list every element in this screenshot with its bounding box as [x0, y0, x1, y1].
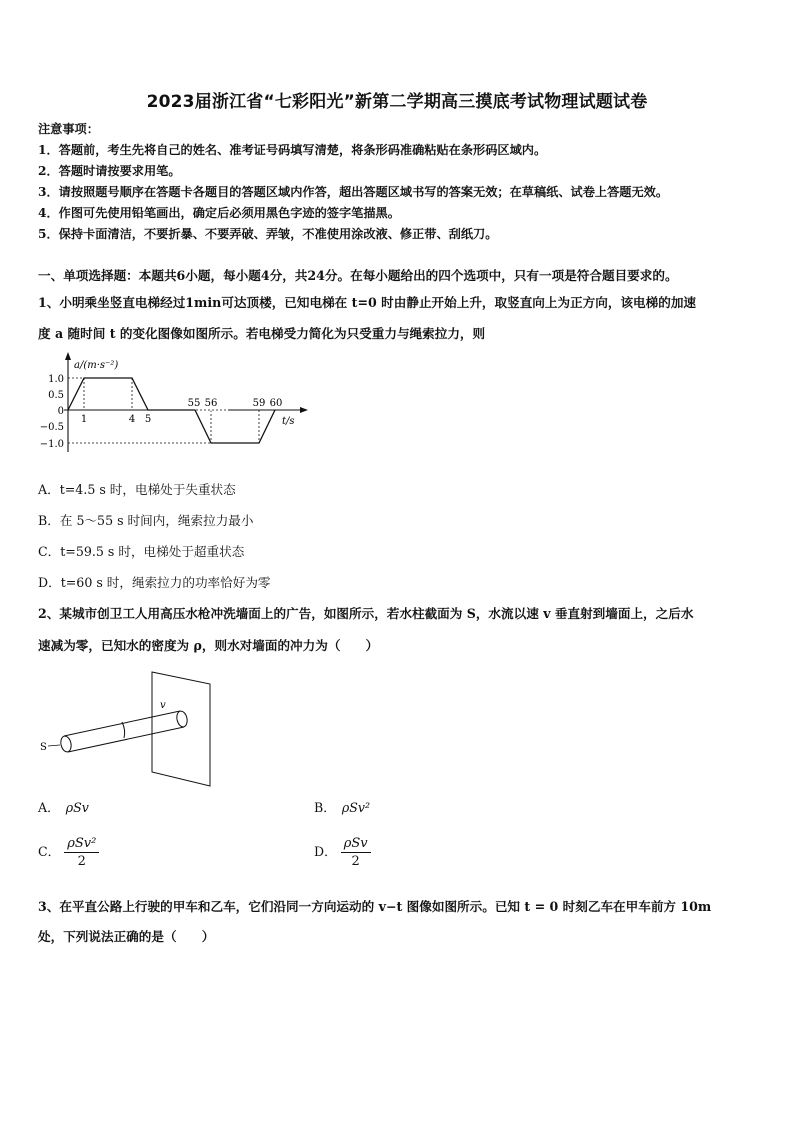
question-2-line-2: 速减为零，已知水的密度为 ρ，则水对墙面的冲力为（ ）	[38, 638, 379, 653]
y-tick-label: 0	[57, 406, 64, 417]
water-jet-figure	[38, 668, 218, 790]
label-s: S	[40, 742, 47, 753]
pipe-section-mark	[122, 722, 125, 738]
option-a	[38, 797, 89, 816]
option-b	[314, 797, 370, 816]
option-c-label: C．	[38, 844, 61, 859]
option-b-label: B．	[314, 800, 336, 815]
option-a-expression: ρSv	[65, 800, 89, 815]
option-c: C．t=59.5 s 时，电梯处于超重状态	[38, 544, 245, 559]
option-c-numerator: ρSv²	[64, 836, 99, 853]
option-a-label: A．	[38, 800, 60, 815]
s-leader-line	[48, 745, 60, 746]
notice-item: 3．请按照题号顺序在答题卡各题目的答题区域内作答，超出答题区域书写的答案无效；在草稿纸、试卷上答题无效。	[38, 185, 669, 199]
question-1-line-2: 度 a 随时间 t 的变化图像如图所示。若电梯受力简化为只受重力与绳索拉力，则	[38, 326, 486, 341]
question-3-line-1: 3、在平直公路上行驶的甲车和乙车，它们沿同一方向运动的 v−t 图像如图所示。已知 t = 0 时刻乙车在甲车前方 10m	[38, 899, 712, 914]
notice-item: 5．保持卡面清洁，不要折暴、不要弄破、弄皱，不准使用涂改液、修正带、刮纸刀。	[38, 227, 498, 241]
x-tick-label: 5	[144, 414, 152, 425]
option-d-denominator: 2	[351, 854, 360, 869]
y-tick-label: 0.5	[48, 390, 64, 401]
x-tick-label: 1	[80, 414, 88, 425]
y-axis-arrow	[65, 352, 71, 360]
y-axis-label: a/(m·s⁻²)	[74, 360, 119, 371]
y-tick-label: −1.0	[39, 439, 64, 450]
option-b-expression: ρSv²	[341, 800, 371, 815]
question-1-line-1: 1、小明乘坐竖直电梯经过1min可达顶楼，已知电梯在 t=0 时由静止开始上升，取竖直向上为正方向，该电梯的加速	[38, 295, 697, 310]
y-tick-label: −0.5	[39, 422, 64, 433]
x-tick-label: 59	[252, 398, 266, 409]
option-c	[38, 836, 99, 869]
option-d-label: D．	[314, 844, 337, 859]
notice-item: 4．作图可先使用铅笔画出，确定后必须用黑色字迹的签字笔描黑。	[38, 206, 400, 220]
x-tick-label: 4	[128, 414, 136, 425]
option-a: A．t=4.5 s 时，电梯处于失重状态	[38, 482, 236, 497]
option-b: B．在 5～55 s 时间内，绳索拉力最小	[38, 513, 254, 528]
question-2-line-1: 2、某城市创卫工人用高压水枪冲洗墙面上的广告，如图所示，若水柱截面为 S，水流以速 v 垂直射到墙面上，之后水	[38, 606, 694, 621]
notice-item: 2．答题时请按要求用笔。	[38, 164, 181, 178]
option-c-denominator: 2	[77, 854, 86, 869]
x-tick-label: 56	[204, 398, 218, 409]
option-d	[314, 836, 371, 869]
x-axis-arrow	[300, 407, 308, 413]
pipe-end-s	[59, 735, 72, 753]
x-tick-label: 55	[187, 398, 201, 409]
x-tick-label: 60	[269, 398, 283, 409]
wall	[152, 672, 210, 786]
option-c-fraction	[64, 836, 99, 869]
option-d: D．t=60 s 时，绳索拉力的功率恰好为零	[38, 575, 271, 590]
option-d-fraction	[341, 836, 371, 869]
notice-item: 1．答题前，考生先将自己的姓名、准考证号码填写清楚，将条形码准确粘贴在条形码区域内。	[38, 143, 547, 157]
question-3-line-2: 处，下列说法正确的是（ ）	[38, 929, 215, 944]
x-axis-label: t/s	[282, 416, 295, 427]
label-v: v	[160, 700, 166, 711]
notice-heading: 注意事项：	[38, 122, 99, 136]
acceleration-time-graph	[30, 352, 310, 460]
y-tick-label: 1.0	[48, 374, 64, 385]
page-title: 2023届浙江省“七彩阳光”新第二学期高三摸底考试物理试题试卷	[146, 92, 648, 112]
section-heading: 一、单项选择题：本题共6小题，每小题4分，共24分。在每小题给出的四个选项中，只有一项是符合题目要求的。	[38, 268, 678, 283]
option-d-numerator: ρSv	[341, 836, 371, 853]
